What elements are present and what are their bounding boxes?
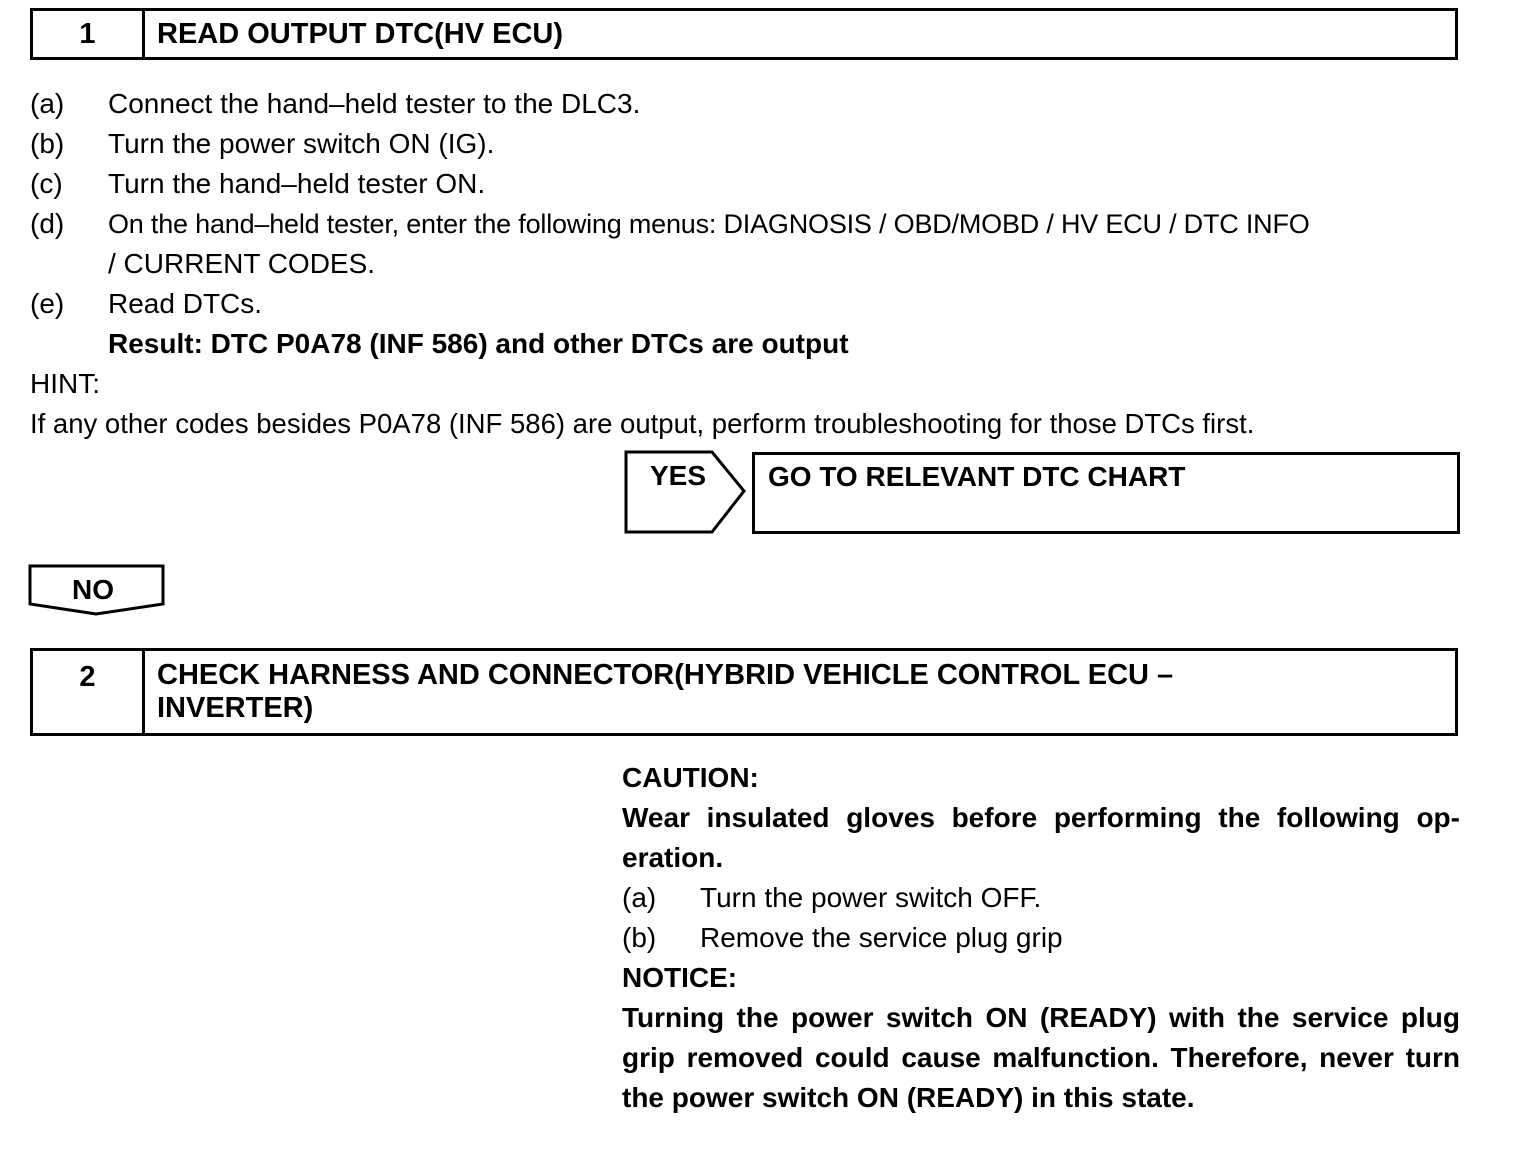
item-text: Turn the hand–held tester ON. <box>108 168 486 199</box>
result-text: Result: DTC P0A78 (INF 586) and other DTCs are output <box>108 328 849 359</box>
hint-text: If any other codes besides P0A78 (INF 586) are output, perform troubleshooting for those DTCs first. <box>30 408 1255 439</box>
item-text-continued: / CURRENT CODES. <box>108 248 376 279</box>
notice-label: NOTICE: <box>622 962 738 993</box>
step-title-line1: CHECK HARNESS AND CONNECTOR(HYBRID VEHICLE CONTROL ECU – <box>157 659 1174 691</box>
step-1-header <box>30 8 1458 60</box>
item-label: (d) <box>30 208 65 239</box>
step-2-header <box>30 648 1458 736</box>
step-title: READ OUTPUT DTC(HV ECU) <box>157 18 563 50</box>
notice-text: Turning the power switch ON (READY) with the service plug grip removed could cause malfunction. Therefore, never turn the power switch ON (READY) in this state. <box>622 1002 1460 1113</box>
step-title-line2: INVERTER) <box>157 692 314 724</box>
step-number: 2 <box>33 651 145 733</box>
item-text: Remove the service plug grip <box>700 922 1063 953</box>
yes-result-text: GO TO RELEVANT DTC CHART <box>768 461 1186 492</box>
no-label: NO <box>72 574 114 605</box>
item-label: (b) <box>30 128 65 159</box>
item-label: (a) <box>30 88 65 119</box>
caution-label: CAUTION: <box>622 762 759 793</box>
item-label: (e) <box>30 288 65 319</box>
caution-text: Wear insulated gloves before performing the following op-eration. <box>622 802 1460 873</box>
item-text: Turn the power switch ON (IG). <box>108 128 495 159</box>
yes-label: YES <box>650 460 707 491</box>
item-label: (c) <box>30 168 63 199</box>
hint-label: HINT: <box>30 368 100 399</box>
item-label: (a) <box>622 882 657 913</box>
step-number: 1 <box>33 11 145 57</box>
item-text: Read DTCs. <box>108 288 263 319</box>
item-text: On the hand–held tester, enter the following menus: DIAGNOSIS / OBD/MOBD / HV ECU / DTC INFO <box>108 209 1310 239</box>
item-text: Connect the hand–held tester to the DLC3. <box>108 88 641 119</box>
yes-result-box <box>752 452 1460 534</box>
item-label: (b) <box>622 922 657 953</box>
step-title <box>145 651 1173 733</box>
item-text: Turn the power switch OFF. <box>700 882 1042 913</box>
